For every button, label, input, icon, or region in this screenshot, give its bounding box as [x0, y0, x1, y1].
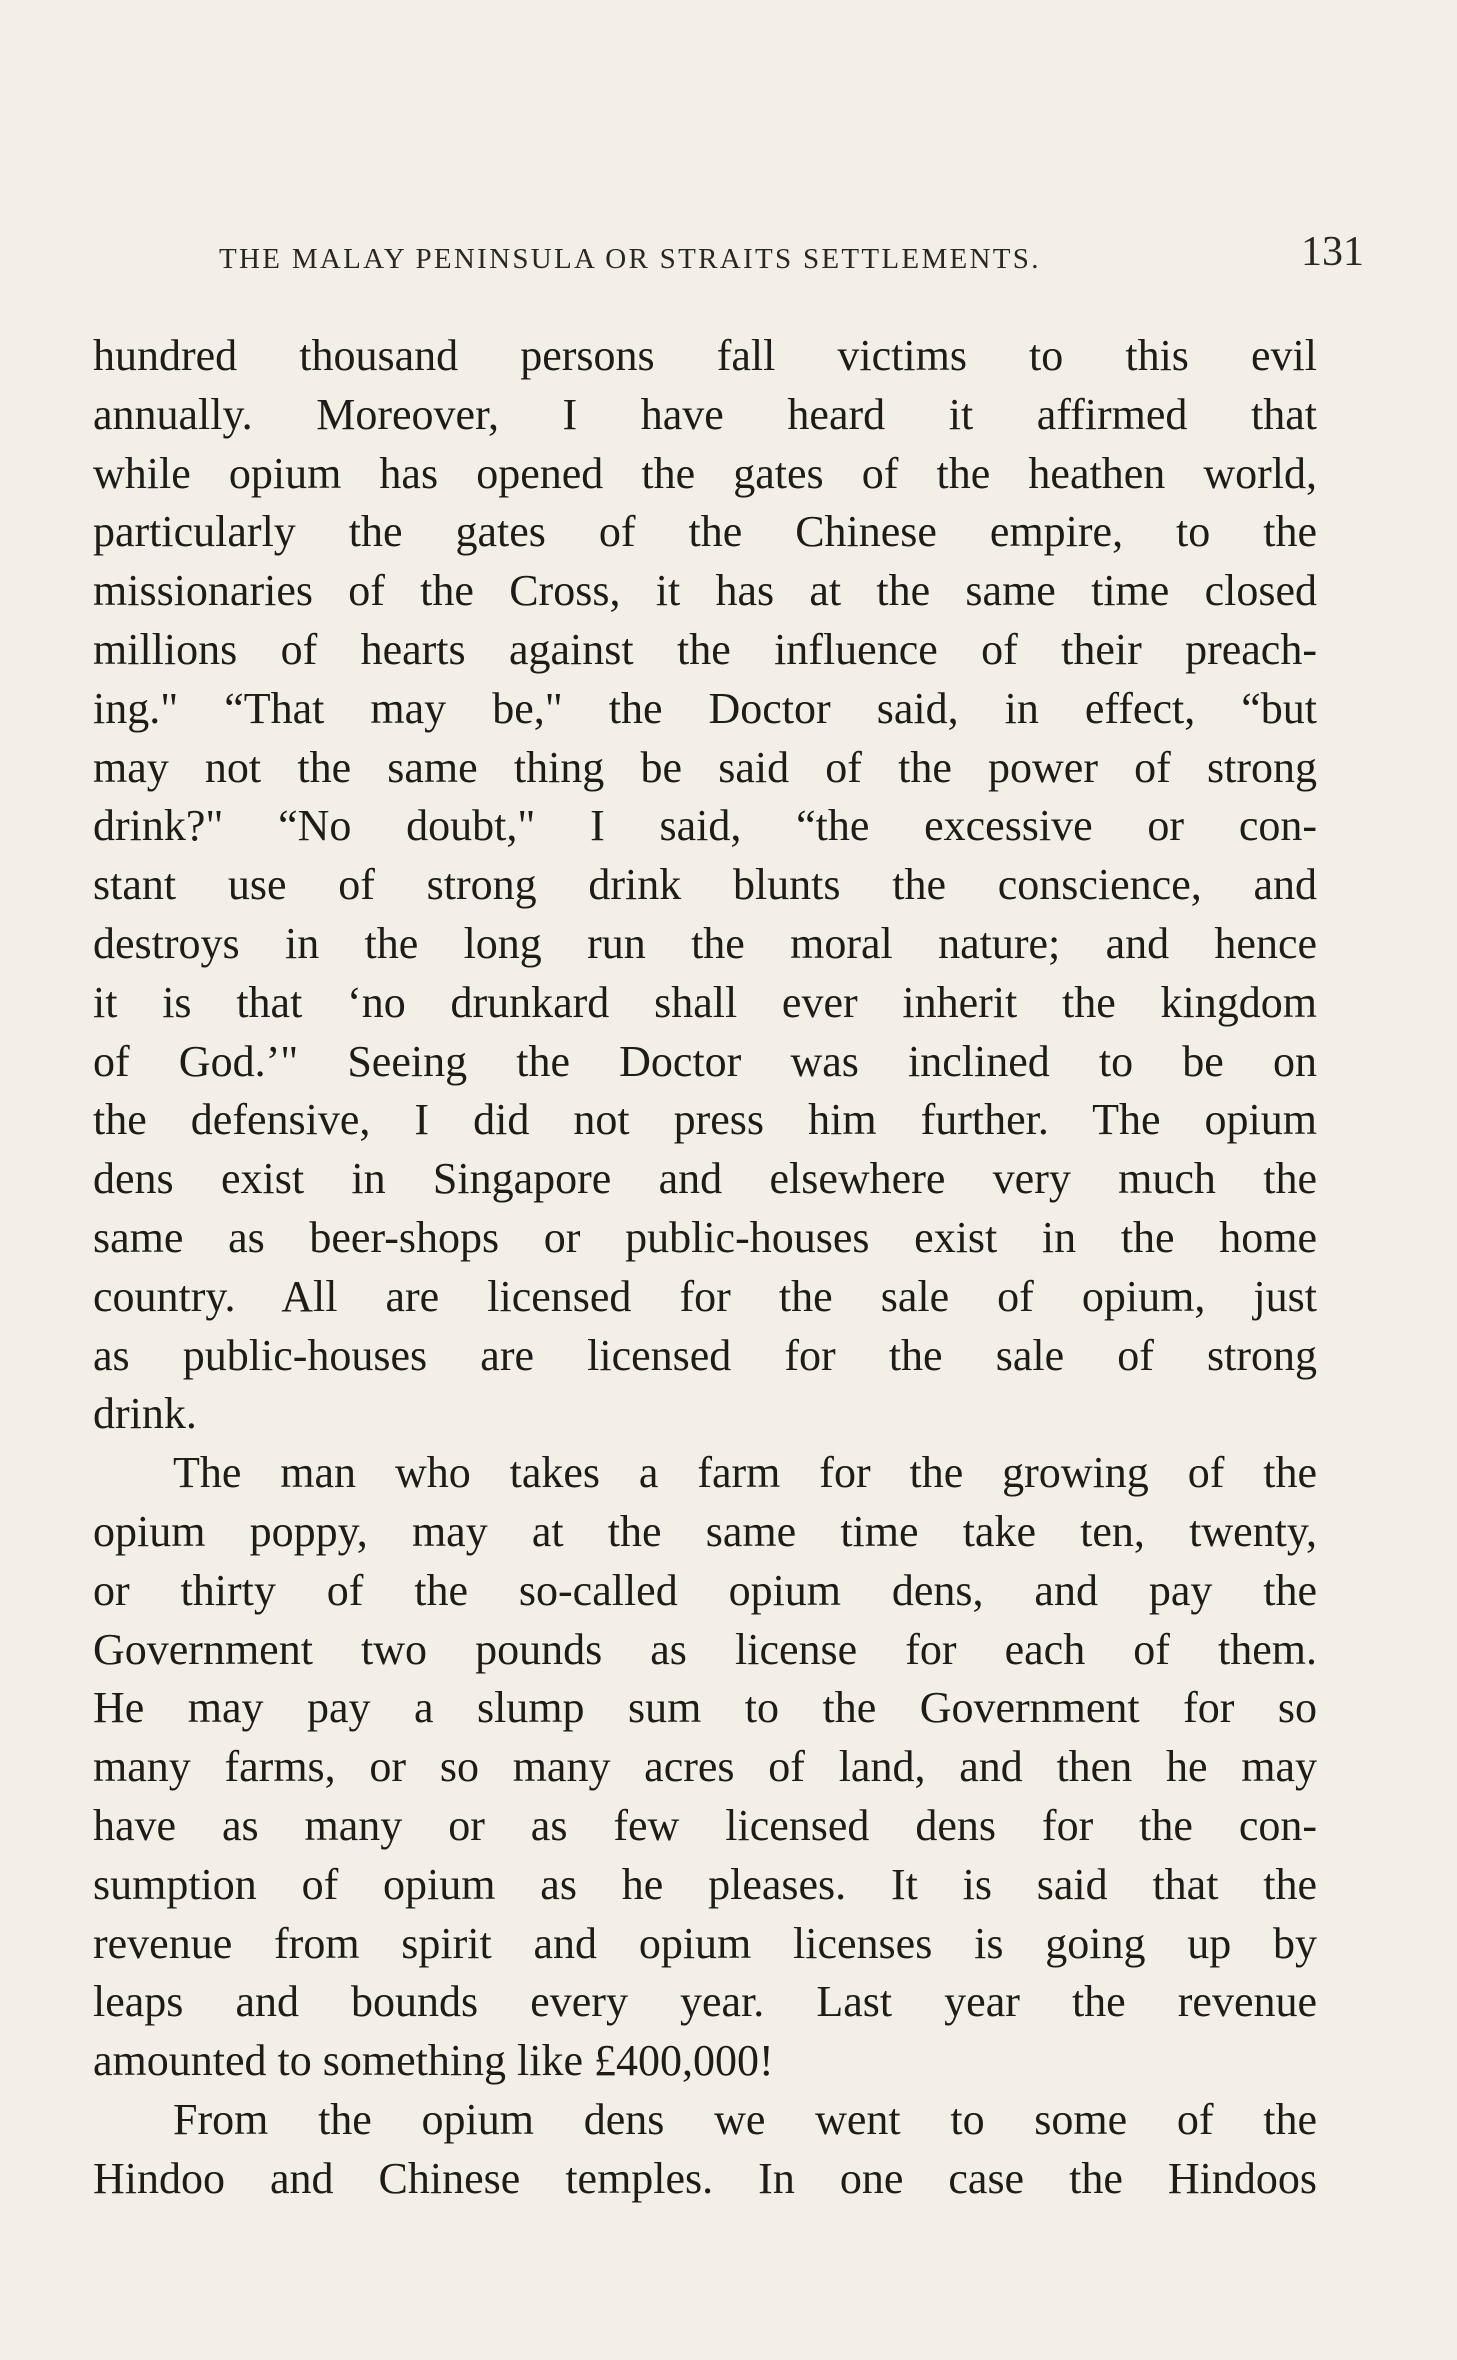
text-line: Hindoo and Chinese temples. In one case the Hindoos	[93, 2153, 1317, 2203]
text-line: the defensive, I did not press him further. The opium	[93, 1095, 1317, 1145]
paragraph-first-line: The man who takes a farm for the growing of the	[173, 1448, 1317, 1498]
running-head	[93, 230, 1364, 276]
text-line: sumption of opium as he pleases. It is said that the	[93, 1859, 1317, 1909]
text-line: many farms, or so many acres of land, and then he may	[93, 1742, 1317, 1792]
text-line: hundred thousand persons fall victims to this evil	[93, 331, 1317, 380]
text-line: annually. Moreover, I have heard it affirmed that	[93, 389, 1317, 439]
paragraph-end-line: amounted to something like £400,000!	[93, 2036, 774, 2086]
text-line: revenue from spirit and opium licenses is going up by	[93, 1918, 1317, 1968]
text-line: Government two pounds as license for each of them.	[93, 1624, 1317, 1674]
text-line: it is that ‘no drunkard shall ever inherit the kingdom	[93, 977, 1317, 1027]
text-line: drink?" “No doubt," I said, “the excessive or con-	[93, 801, 1317, 851]
text-line: may not the same thing be said of the power of strong	[93, 742, 1317, 792]
text-line: particularly the gates of the Chinese empire, to the	[93, 507, 1317, 557]
text-line: ing." “That may be," the Doctor said, in effect, “but	[93, 683, 1317, 733]
text-line: as public-houses are licensed for the sale of strong	[93, 1330, 1317, 1380]
text-line: leaps and bounds every year. Last year the revenue	[93, 1977, 1317, 2027]
text-line: dens exist in Singapore and elsewhere very much the	[93, 1154, 1317, 1204]
text-line: millions of hearts against the influence of their preach-	[93, 624, 1317, 674]
text-line: while opium has opened the gates of the heathen world,	[93, 448, 1317, 498]
page-number: 131	[1301, 229, 1364, 275]
paragraph-first-line: From the opium dens we went to some of the	[173, 2094, 1317, 2144]
text-line: stant use of strong drink blunts the conscience, and	[93, 860, 1317, 910]
paragraph-end-line: drink.	[93, 1389, 197, 1439]
running-title: THE MALAY PENINSULA OR STRAITS SETTLEMENTS.	[219, 243, 1041, 275]
text-line: He may pay a slump sum to the Government for so	[93, 1683, 1317, 1733]
text-line: or thirty of the so-called opium dens, and pay the	[93, 1565, 1317, 1615]
text-line: of God.’" Seeing the Doctor was inclined to be on	[93, 1036, 1317, 1086]
body-text	[93, 327, 1317, 2209]
text-line: have as many or as few licensed dens for the con-	[93, 1800, 1317, 1850]
text-line: missionaries of the Cross, it has at the same time closed	[93, 566, 1317, 616]
text-line: country. All are licensed for the sale of opium, just	[93, 1271, 1317, 1321]
text-line: opium poppy, may at the same time take ten, twenty,	[93, 1506, 1317, 1556]
text-line: destroys in the long run the moral nature; and hence	[93, 918, 1317, 968]
text-line: same as beer-shops or public-houses exist in the home	[93, 1212, 1317, 1262]
